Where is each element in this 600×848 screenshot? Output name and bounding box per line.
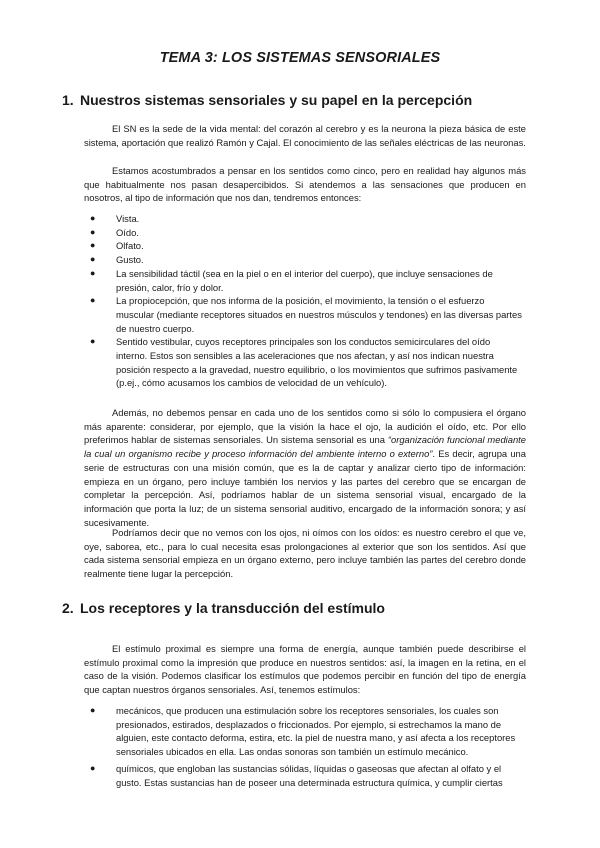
list-item: ● Olfato. — [90, 240, 144, 252]
bullet-icon: ● — [90, 240, 96, 251]
section-1-paragraph-1: El SN es la sede de la vida mental: del corazón al cerebro y es la neurona la pieza básica de este sistema, aportación que realizó Ramón y Cajal. El conocimiento de las señales eléctricas de las neuronas. — [84, 123, 526, 148]
bullet-icon: ● — [90, 762, 96, 773]
senses-list — [84, 212, 524, 390]
list-item: ● La sensibilidad táctil (sea en la piel o en el interior del cuerpo), que incluye sensaciones de presión, calor, frío y dolor. — [90, 267, 493, 293]
definition-quote: “organización funcional mediante la cual un organismo recibe y proceso información del ambiente interno o externo” — [84, 434, 526, 460]
list-item: ● Vista. — [90, 213, 140, 224]
page-title: TEMA 3: LOS SISTEMAS SENSORIALES — [159, 50, 441, 66]
section-2-heading — [62, 600, 385, 616]
list-item: ● Gusto. — [90, 254, 144, 266]
bullet-icon: ● — [90, 336, 96, 347]
list-item: ● mecánicos, que producen una estimulación sobre los receptores sensoriales, los cuales son presionados, estirados, desplazados o friccionados. Por ejemplo, si estrechamos la mano de alguien, este contacto deforma, estira, etc. la piel de nuestra mano, y así afecta a los receptores sensoriales ubicados en ella. Las ondas sonoras son también un estímulo mecánico. — [90, 705, 516, 758]
section-1-paragraph-4: Podríamos decir que no vemos con los ojos, ni oímos con los oídos: es nuestro cerebro el que ve, oye, saborea, etc., para lo cual necesita esas prolongaciones al exterior que son los sentidos. Así que cada sistema sensorial empieza en un órgano externo, pero incluye también las partes del cerebro donde realmente tiene lugar la percepción. — [84, 527, 526, 580]
section-2-title: Los receptores y la transducción del estímulo — [80, 600, 385, 616]
bullet-icon: ● — [90, 226, 96, 237]
bullet-icon: ● — [90, 295, 96, 306]
bullet-icon: ● — [90, 254, 96, 265]
section-2-number: 2. — [62, 600, 74, 616]
section-1-number: 1. — [62, 92, 74, 108]
list-item: ● Oído. — [90, 226, 139, 238]
list-item: ● químicos, que engloban las sustancias sólidas, líquidas o gaseosas que afectan al olfato y el gusto. Estas sustancias han de poseer una determinada estructura química, y cumplir ciertas — [90, 762, 503, 788]
section-1-heading — [62, 92, 472, 108]
list-item: ● Sentido vestibular, cuyos receptores principales son los conductos semicirculares del oído interno. Estos son sensibles a las aceleraciones que nos afectan, y así nos indican nuestra posición respecto a la gravedad, nuestro equilibrio, o los movimientos que sufrimos pasivamente (p.ej., cómo acusamos los cambios de velocidad de un vehículo). — [90, 336, 518, 389]
bullet-icon: ● — [90, 213, 96, 223]
section-1-paragraph-2: Estamos acostumbrados a pensar en los sentidos como cinco, pero en realidad hay algunos más que habitualmente nos pasan desapercibidos. Si atendemos a las sensaciones que producen en nosotros, al tipo de información que nos dan, tendremos entonces: — [84, 165, 526, 204]
section-1-paragraph-3: Además, no debemos pensar en cada uno de los sentidos como si sólo lo compusiera el órgano más aparente: considerar, por ejemplo, que la visión la hace el ojo, la audición el oído, etc. Por ello preferimos hablar de sistemas sensoriales. Un sistema sensorial es una “organización funcional mediante la cual un organismo recibe y proceso información del ambiente interno o externo”. Es decir, agrupa una serie de estructuras con una misión común, que es la de captar y analizar cierto tipo de información: empieza en un órgano, pero incluye también los nervios y las partes del cerebro que se encargan de completar la percepción. Así, podríamos hablar de un sistema sensorial visual, encargado de la información que porta la luz; de un sistema sensorial auditivo, encargado de la información sonora; y así sucesivamente. — [84, 407, 526, 528]
list-item: ● La propiocepción, que nos informa de la posición, el movimiento, la tensión o el esfuerzo muscular (mediante receptores situados en nuestros músculos y tendones) en las diversas partes de nuestro cuerpo. — [90, 295, 522, 334]
bullet-icon: ● — [90, 267, 96, 278]
section-2-paragraph-1: El estímulo proximal es siempre una forma de energía, aunque también puede describirse el estímulo proximal como la impresión que produce en nuestros sentidos: así, la imagen en la retina, en el caso de la visión. Podemos clasificar los estímulos que podemos percibir en función del tipo de energía que captan nuestros órganos sensoriales. Así, tenemos estímulos: — [84, 643, 526, 696]
bullet-icon: ● — [90, 705, 96, 715]
stimulus-types-list — [84, 704, 524, 789]
section-1-title: Nuestros sistemas sensoriales y su papel en la percepción — [80, 92, 473, 108]
